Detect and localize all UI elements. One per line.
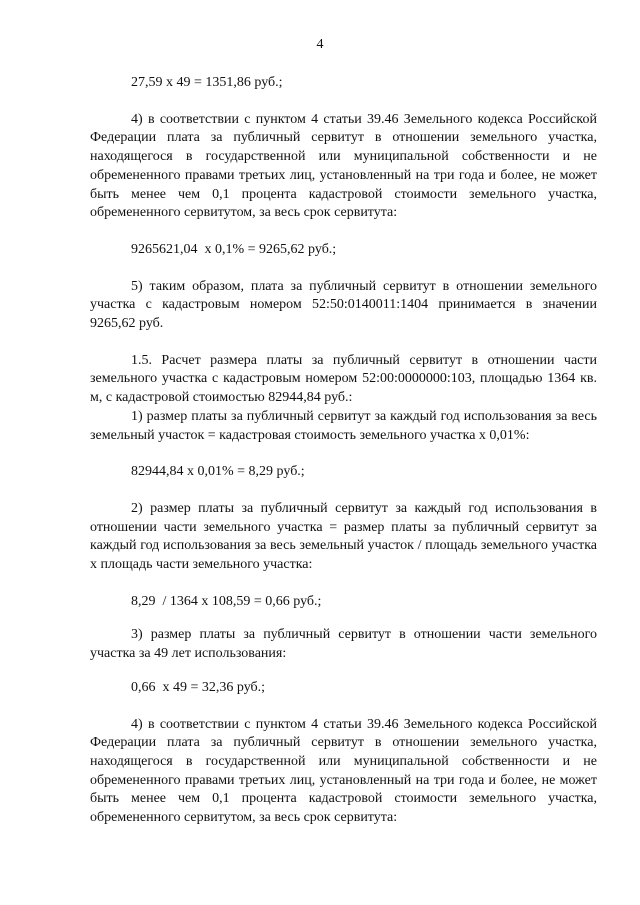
section-heading-paragraph: 1.5. Расчет размера платы за публичный сервитут в отношении части земельного участка с кадастровым номером 52:00:0000000:103, площадью 1364 кв. м, с кадастровой стоимостью 82944,84 руб.: bbox=[90, 352, 597, 406]
formula-line: 8,29 / 1364 х 108,59 = 0,66 руб.; bbox=[131, 593, 322, 609]
paragraph: 2) размер платы за публичный сервитут за каждый год использования в отношении части земельного участка = размер платы за публичный сервитут за каждый год использования за весь земельный участок / площадь земельного участка х площадь части земельного участка: bbox=[90, 500, 597, 573]
paragraph: 5) таким образом, плата за публичный сервитут в отношении земельного участка с кадастровым номером 52:50:0140011:1404 принимается в значении 9265,62 руб. bbox=[90, 278, 597, 332]
page-number: 4 bbox=[316, 37, 324, 52]
paragraph: 1) размер платы за публичный сервитут за каждый год использования за весь земельный участок = кадастровая стоимость земельного участка х 0,01%: bbox=[90, 408, 597, 443]
formula-line: 82944,84 х 0,01% = 8,29 руб.; bbox=[131, 464, 305, 480]
document-body bbox=[90, 74, 597, 828]
formula-line: 27,59 х 49 = 1351,86 руб.; bbox=[131, 75, 283, 90]
formula-line: 0,66 х 49 = 32,36 руб.; bbox=[131, 679, 266, 695]
paragraph: 3) размер платы за публичный сервитут в отношении части земельного участка за 49 лет использования: bbox=[90, 627, 597, 662]
paragraph: 4) в соответствии с пунктом 4 статьи 39.46 Земельного кодекса Российской Федерации плата за публичный сервитут в отношении земельного участка, находящегося в государственной или муниципальной собственности и не обремененного правами третьих лиц, установленный на три года и более, не может быть менее чем 0,1 процента кадастровой стоимости земельного участка, обремененного сервитутом, за весь срок сервитута: bbox=[90, 716, 597, 826]
formula-line: 9265621,04 х 0,1% = 9265,62 руб.; bbox=[131, 241, 337, 257]
paragraph: 4) в соответствии с пунктом 4 статьи 39.46 Земельного кодекса Российской Федерации плата за публичный сервитут в отношении земельного участка, находящегося в государственной или муниципальной собственности и не обремененного правами третьих лиц, установленный на три года и более, не может быть менее чем 0,1 процента кадастровой стоимости земельного участка, обремененного сервитутом, за весь срок сервитута: bbox=[90, 111, 597, 221]
